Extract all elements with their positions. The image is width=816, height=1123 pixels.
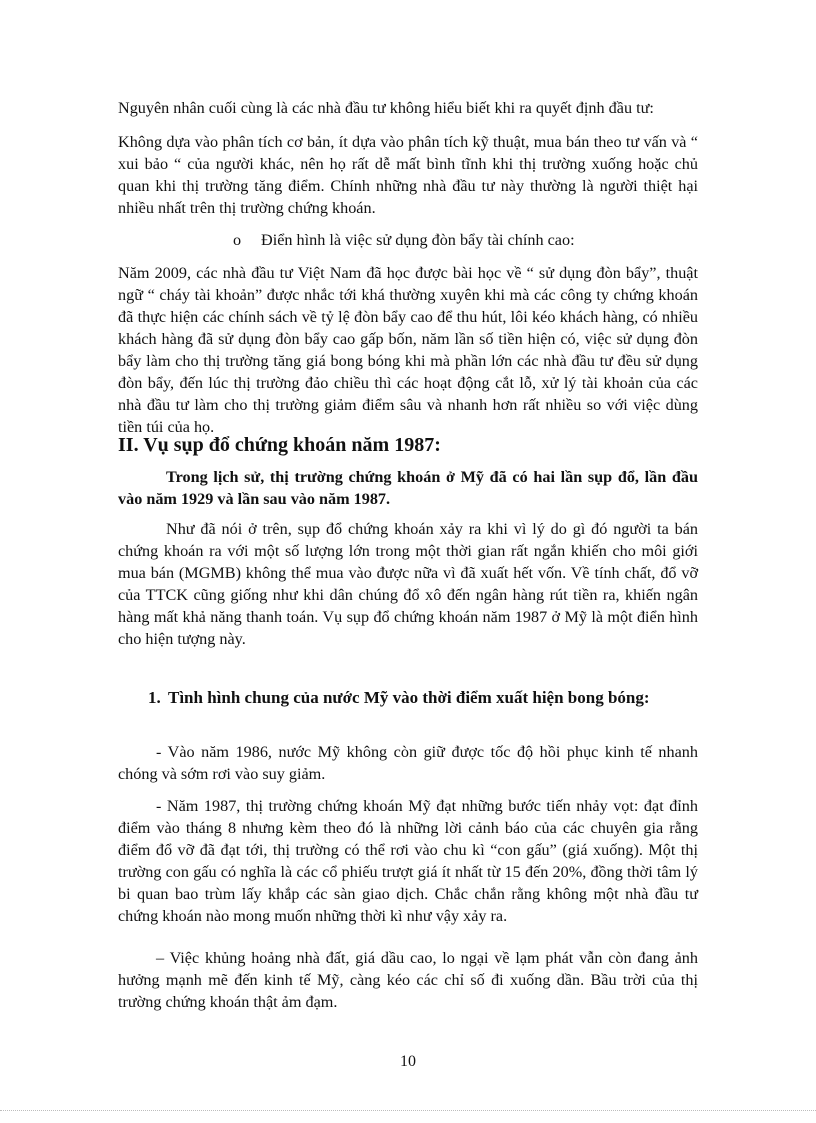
paragraph-no-analysis: Không dựa vào phân tích cơ bản, ít dựa vào phân tích kỹ thuật, mua bán theo tư vấn và “ xui bảo “ của người khác, nên họ rất dễ mất bình tĩnh khi thị trường xuống hoặc chủ quan khi thị trường tăng điểm. Chính những nhà đầu tư này thường là người thiệt hại nhiều nhất trên thị trường chứng khoán. (118, 133, 698, 217)
subsection-number: 1. (148, 688, 161, 707)
bullet-text: Điển hình là việc sử dụng đòn bẩy tài chính cao: (261, 231, 575, 249)
list-item: - Năm 1987, thị trường chứng khoán Mỹ đạt những bước tiến nhảy vọt: đạt đỉnh điểm vào tháng 8 nhưng kèm theo đó là những lời cảnh báo của các chuyên gia rằng điểm đổ vỡ đã đạt tới, thị trường có thể rơi vào chu kì “con gấu” (giá xuống). Một thị trường con gấu có nghĩa là các cổ phiếu trượt giá ít nhất từ 15 đến 20%, đồng thời tâm lý bi quan bao trùm lấy khắp các sàn giao dịch. Chắc chắn rằng không một nhà đầu tư chứng khoán nào mong muốn những thời kì như vậy xảy ra. (118, 797, 698, 925)
paragraph-leverage-2009: Năm 2009, các nhà đầu tư Việt Nam đã học được bài học về “ sử dụng đòn bẩy”, thuật ngữ “ cháy tài khoản” được nhắc tới khá thường xuyên khi mà các công ty chứng khoán đã thực hiện các chính sách về tỷ lệ đòn bẩy cao để thu hút, lôi kéo khách hàng, có nhiều khách hàng đã sử dụng đòn bẩy cao gấp bốn, năm lần số tiền hiện có, việc sử dụng đòn bẩy làm cho thị trường tăng giá bong bóng khi mà phần lớn các nhà đầu tư đều sử dụng đòn bẩy, đến lúc thị trường đảo chiều thì các hoạt động cắt lỗ, xử lý tài khoản của các nhà đầu tư làm cho thị trường giảm điểm sâu và nhanh hơn rất nhiều so với việc dùng tiền túi của họ. (118, 264, 698, 436)
page-number: 10 (400, 1053, 416, 1070)
bullet-item-leverage (233, 229, 575, 251)
subsection-heading-1 (148, 686, 698, 709)
list-item: – Việc khủng hoảng nhà đất, giá dầu cao, lo ngại về lạm phát vẫn còn đang ảnh hưởng mạnh mẽ đến kinh tế Mỹ, càng kéo các chỉ số đi xuống dần. Bầu trời của thị trường chứng khoán thật ảm đạm. (118, 949, 698, 1011)
page-bottom-divider (0, 1110, 816, 1111)
paragraph-cause: Nguyên nhân cuối cùng là các nhà đầu tư không hiểu biết khi ra quyết định đầu tư: (118, 99, 654, 117)
subsection-title: Tình hình chung của nước Mỹ vào thời điểm xuất hiện bong bóng: (168, 688, 650, 707)
bullet-marker-icon: o (233, 231, 242, 249)
paragraph-crash-explanation: Như đã nói ở trên, sụp đổ chứng khoán xảy ra khi vì lý do gì đó người ta bán chứng khoán ra với một số lượng lớn trong một thời gian rất ngắn khiến cho môi giới mua bán (MGMB) không thể mua vào được nữa vì đã xuất hết vốn. Về tính chất, đổ vỡ của TTCK cũng giống như khi dân chúng đổ xô đến ngân hàng rút tiền ra, khiến ngân hàng mất khả năng thanh toán. Vụ sụp đổ chứng khoán năm 1987 ở Mỹ là một điển hình cho hiện tượng này. (118, 520, 698, 648)
list-item: - Vào năm 1986, nước Mỹ không còn giữ được tốc độ hồi phục kinh tế nhanh chóng và sớm rơi vào suy giảm. (118, 743, 698, 783)
paragraph-history-bold: Trong lịch sử, thị trường chứng khoán ở Mỹ đã có hai lần sụp đổ, lần đầu vào năm 1929 và lần sau vào năm 1987. (118, 468, 698, 508)
section-heading-ii: II. Vụ sụp đổ chứng khoán năm 1987: (118, 434, 441, 456)
